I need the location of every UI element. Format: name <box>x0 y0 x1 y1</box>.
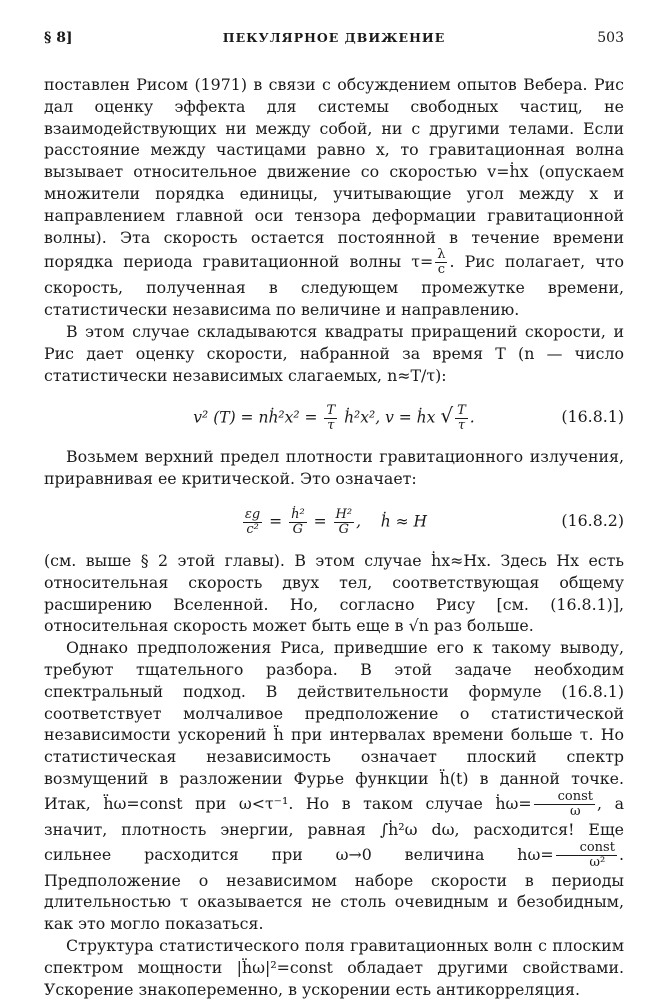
equation-16-8-1-body: v² (T) = nḣ²x² = $\frac{T}{\tau}$ ḣ²x², v = ḣx √ $\frac{T}{\tau}$ . <box>193 403 475 434</box>
equation-16-8-2-body: $\frac{\varepsilon g}{\text{c²}}$ = $\frac{\text{ḣ²}}{G}$ = $\frac{\text{H²}}{G}$ , ḣ ≈ H <box>244 506 428 537</box>
fraction-denominator: G <box>338 521 349 537</box>
equation-16-8-2 <box>44 498 624 542</box>
page-body <box>44 74 624 1000</box>
running-title: ПЕКУЛЯРНОЕ ДВИЖЕНИЕ <box>222 30 446 45</box>
fraction-denominator: ω² <box>589 854 606 870</box>
paragraph-1-text-b: . Рис полагает, что скорость, полученная в следующем промежутке времени, статистически независима по величине и направлению. <box>44 252 624 320</box>
sqrt-sign: √ <box>440 403 454 428</box>
eq1-sqrt-fraction <box>455 404 468 433</box>
fraction-numerator: H² <box>335 506 353 522</box>
eq2-fraction-2 <box>289 508 307 537</box>
paragraph-1 <box>44 74 624 321</box>
paragraph-6: Структура статистического поля гравитационных волн с плоским спектром мощности |ḧω|²=const обладает другими свойствами. Ускорение знакопеременно, в ускорении есть антикорреляция. <box>44 935 624 999</box>
eq2-rhs: ḣ ≈ H <box>380 512 428 531</box>
eq1-fraction <box>324 404 337 433</box>
paragraph-5 <box>44 637 624 935</box>
fraction-denominator: τ <box>327 418 335 434</box>
paragraph-5-text-c: . Предположение о независимом наборе скорости в периоды длительностью τ оказывается не столь очевидным и безобидным, как это могло показаться. <box>44 844 624 934</box>
fraction-numerator: const <box>556 841 617 856</box>
fraction-denominator: c² <box>246 521 259 537</box>
paragraph-3: Возьмем верхний предел плотности гравитационного излучения, приравнивая ее критической. Это означает: <box>44 447 624 489</box>
equation-number: (16.8.2) <box>561 510 624 530</box>
section-marker: § 8] <box>44 30 73 46</box>
fraction-denominator: c <box>437 262 445 278</box>
fraction-numerator: const <box>534 790 595 805</box>
eq2-fraction-3 <box>334 508 355 537</box>
paragraph-1-text-a: поставлен Рисом (1971) в связи с обсуждением опытов Вебера. Рис дал оценку эффекта для системы свободных частиц, не взаимодействующих ни между собой, ни с другими телами. Если расстояние между частицами равно x, то гравитационная волна вызывает относительное движение со скоростью v=ḣx (опускаем множители порядка единицы, учитывающие угол между x и направлением главной оси тензора деформации гравитационной волны). Эта скорость остается постоянной в течение времени порядка периода гравитационной волны τ= <box>44 75 624 272</box>
fraction-numerator: T <box>457 403 466 419</box>
equation-number: (16.8.1) <box>561 407 624 427</box>
fraction-numerator: εg <box>244 506 261 522</box>
fraction-numerator: λ <box>437 247 446 263</box>
paragraph-4: (см. выше § 2 этой главы). В этом случае ḣx≈Hx. Здесь Hx есть относительная скорость двух тел, соответствующая общему расширению Вселенной. Но, согласно Рису [см. (16.8.1)], относительная скорость может быть еще в √n раз больше. <box>44 550 624 636</box>
eq1-lhs: v² (T) = nḣ²x² = <box>193 408 318 427</box>
fraction-denominator: ω <box>570 803 581 819</box>
fraction-numerator: T <box>326 403 336 419</box>
page-header <box>44 30 624 56</box>
page-number: 503 <box>597 30 624 46</box>
eq1-middle: ḣ²x², v = ḣx <box>344 408 436 427</box>
fraction-const-over-omega <box>534 790 595 819</box>
paragraph-2: В этом случае складываются квадраты приращений скорости, и Рис дает оценку скорости, набранной за время T (n — число статистически независимых слагаемых, n≈T/τ): <box>44 321 624 385</box>
fraction-numerator: ḣ² <box>291 506 305 522</box>
equation-16-8-1 <box>44 394 624 438</box>
fraction-const-over-omega-squared <box>556 841 617 870</box>
fraction-denominator: G <box>292 521 304 537</box>
eq2-fraction-1 <box>243 508 262 537</box>
fraction-lambda-over-c <box>435 248 447 277</box>
fraction-denominator: τ <box>457 418 466 434</box>
paragraph-5-text-a: Однако предположения Риса, приведшие его к такому выводу, требуют тщательного разбора. В этой задаче необходим спектральный подход. В действительности формуле (16.8.1) соответствует молчаливое предположение о статистической независимости ускорений ḧ при интервалах времени больше τ. Но статистическая независимость означает плоский спектр возмущений в разложении Фурье функции ḧ(t) в данной точке. Итак, ḧω=const при ω<τ⁻¹. Но в таком случае ḣω= <box>44 638 624 813</box>
paragraph-5-text-b: , а значит, плотность энергии, равная ∫ḣ²ω dω, расходится! Еще сильнее расходится при ω→0 величина hω= <box>44 793 624 864</box>
